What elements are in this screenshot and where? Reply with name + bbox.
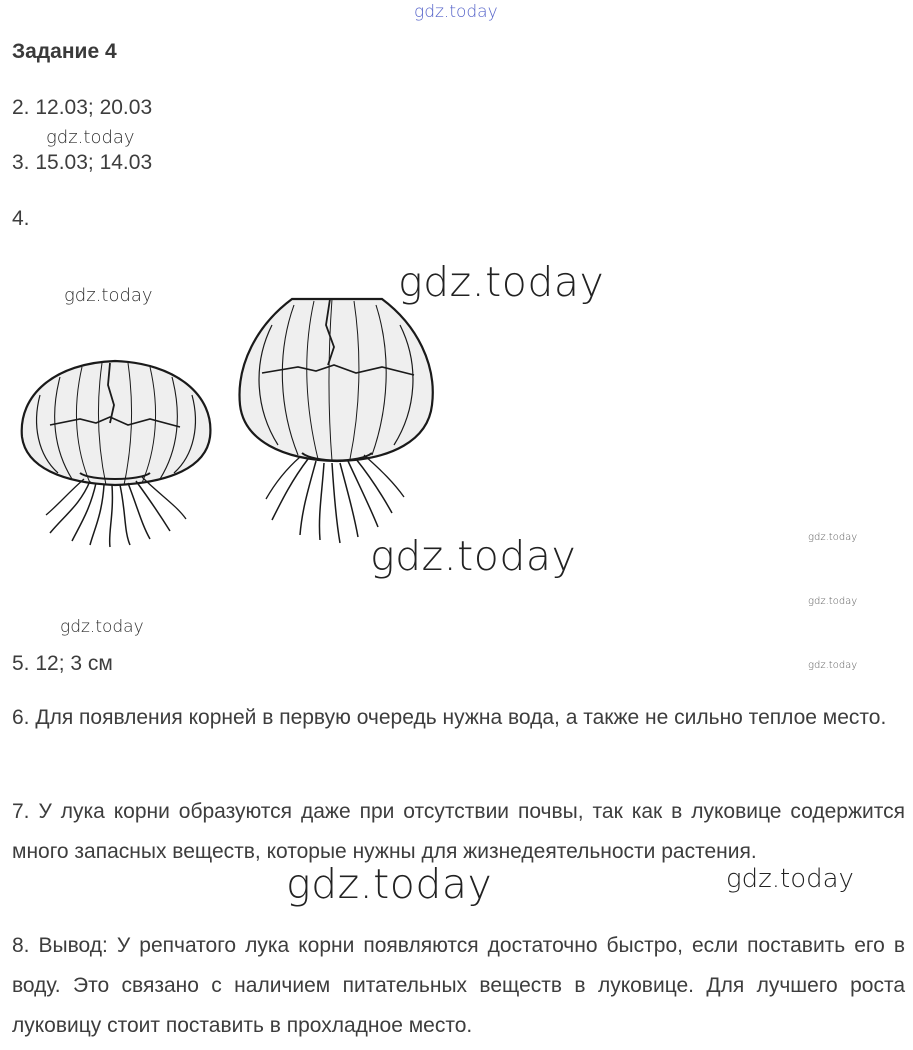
watermark: gdz.today <box>46 127 135 148</box>
watermark: gdz.today <box>60 617 144 637</box>
watermark: gdz.today <box>370 532 577 580</box>
watermark-top: gdz.today <box>414 2 498 22</box>
watermark: gdz.today <box>808 596 858 607</box>
answer-7: 7. У лука корни образуются даже при отсутствии почвы, так как в луковице содержится много запасных веществ, которые нужны для жизнедеятельности растения. <box>12 800 905 863</box>
answer-4: 4. <box>12 207 30 230</box>
onion-bulb-small-illustration <box>10 355 220 550</box>
conclusion-label: 8. Вывод: <box>12 934 108 957</box>
task-heading: Задание 4 <box>12 40 117 63</box>
watermark: gdz.today <box>808 660 858 671</box>
watermark: gdz.today <box>726 864 854 894</box>
answer-8 <box>12 926 905 1046</box>
onion-bulb-large-illustration <box>232 295 442 550</box>
watermark: gdz.today <box>398 258 605 306</box>
answer-6: 6. Для появления корней в первую очередь нужна вода, а также не сильно теплое место. <box>12 706 887 729</box>
watermark: gdz.today <box>286 860 493 908</box>
watermark: gdz.today <box>64 285 153 306</box>
answer-5: 5. 12; 3 см <box>12 652 113 675</box>
conclusion-text: У репчатого лука корни появляются достаточно быстро, если поставить его в воду. Это связано с наличием питательных веществ в луковице. Для лучшего роста луковицу стоит поставить в прохладное место. <box>12 934 905 1037</box>
watermark: gdz.today <box>808 532 858 543</box>
answer-2: 2. 12.03; 20.03 <box>12 96 153 119</box>
onion-bulb-large <box>240 299 433 543</box>
onion-bulb-small <box>22 361 211 547</box>
answer-3: 3. 15.03; 14.03 <box>12 151 153 174</box>
